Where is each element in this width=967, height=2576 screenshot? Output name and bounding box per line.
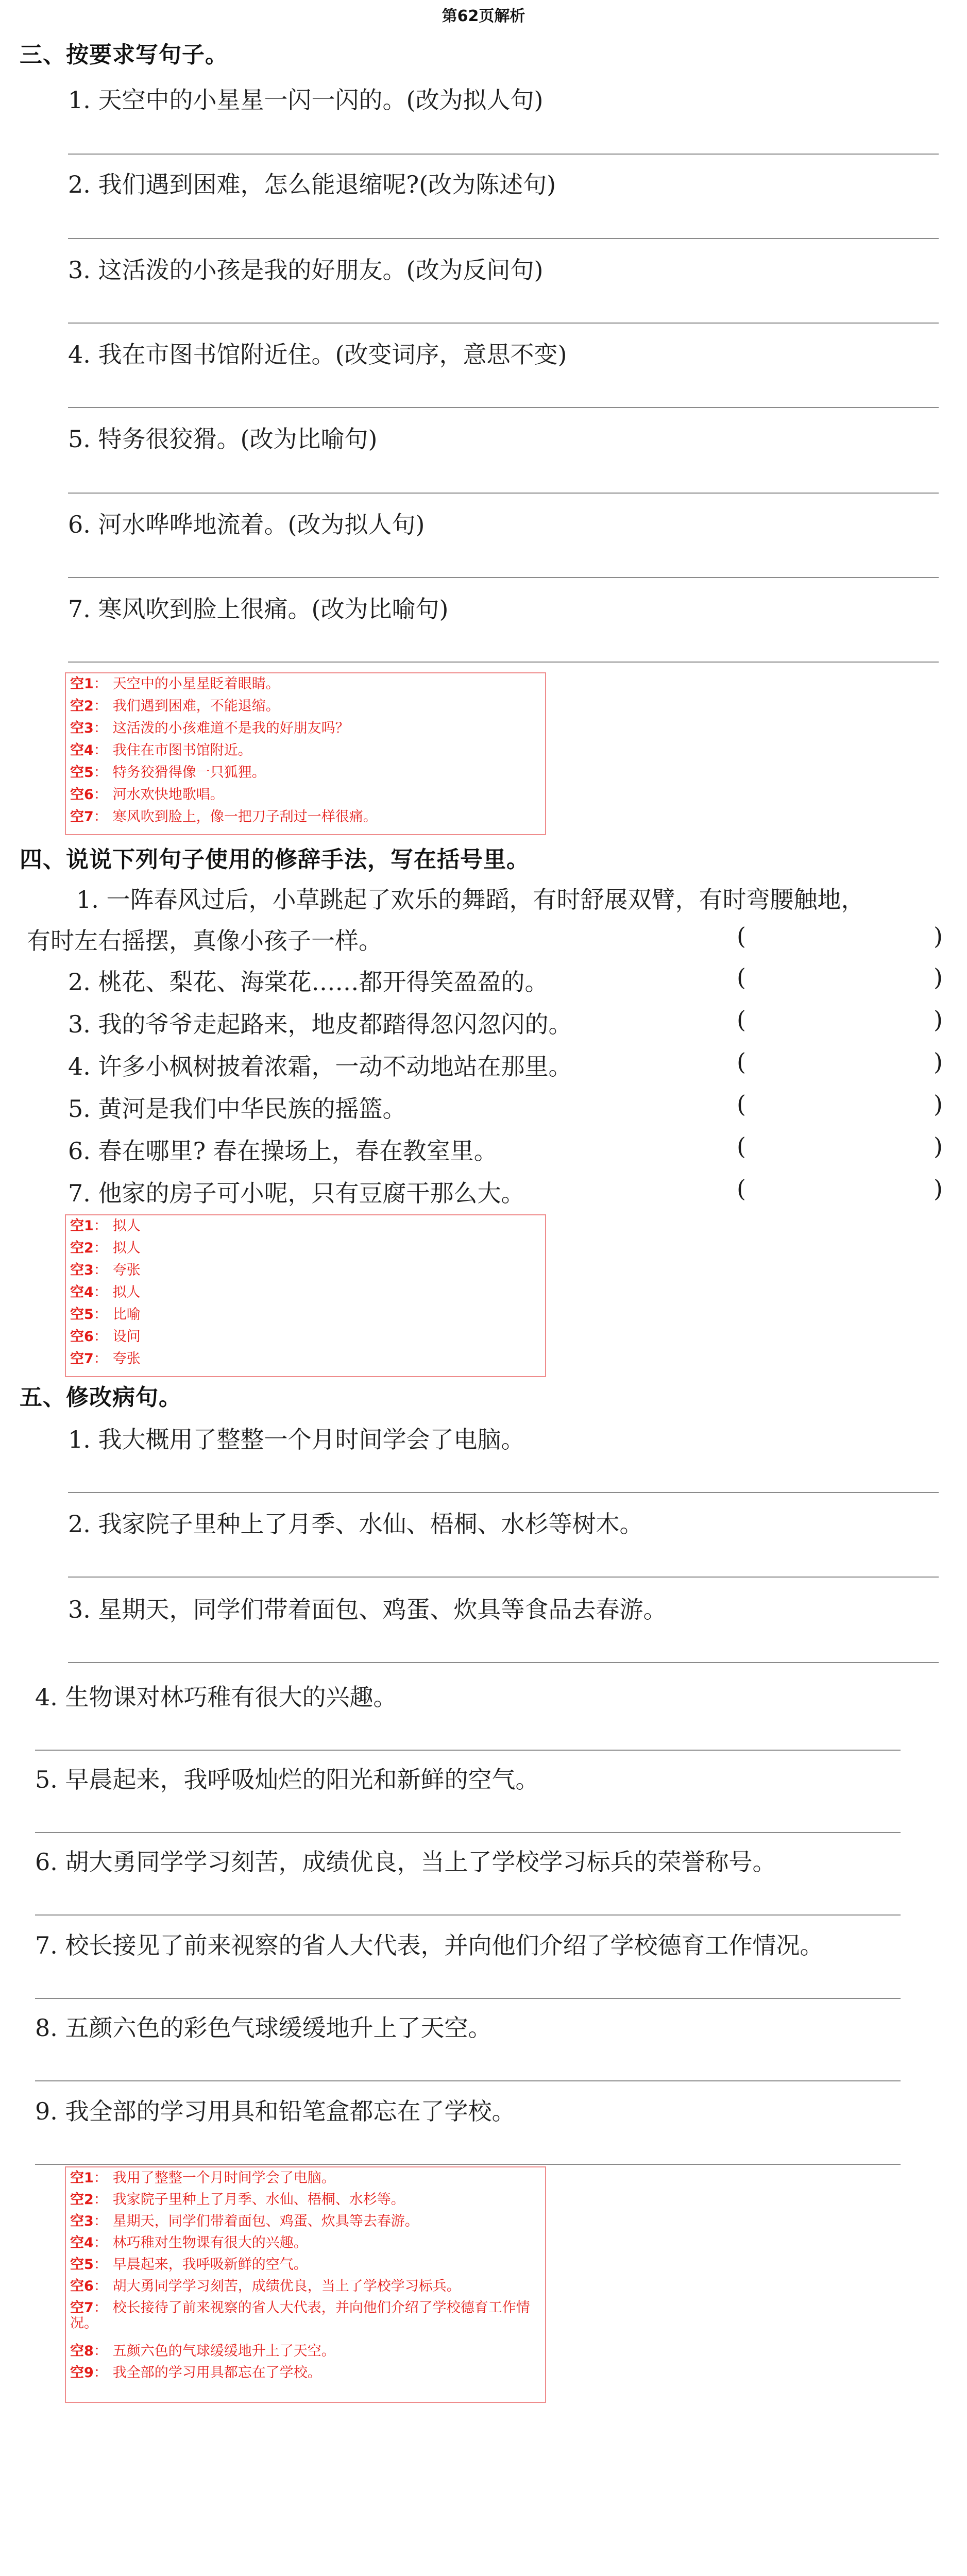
s3-question-7: 7. 寒风吹到脸上很痛。(改为比喻句)	[68, 595, 449, 623]
s5-question-7: 7. 校长接见了前来视察的省人大代表，并向他们介绍了学校德育工作情况。	[35, 1931, 824, 1959]
s3-answer-line-1[interactable]	[68, 154, 939, 155]
answer-row: 空5 ： 特务狡猾得像一只狐狸。	[70, 765, 541, 781]
s5-answer-line-3[interactable]	[68, 1662, 939, 1663]
answer-row: 空9 ： 我全部的学习用具都忘在了学校。	[70, 2365, 541, 2381]
s5-question-3: 3. 星期天，同学们带着面包、鸡蛋、炊具等食品去春游。	[68, 1596, 667, 1623]
answer-row: 空6 ： 河水欢快地歌唱。	[70, 787, 541, 803]
s5-answer-line-6[interactable]	[35, 1914, 901, 1916]
s5-question-2: 2. 我家院子里种上了月季、水仙、梧桐、水杉等树木。	[68, 1510, 643, 1538]
s5-question-1: 1. 我大概用了整整一个月时间学会了电脑。	[68, 1426, 525, 1453]
s3-answer-line-5[interactable]	[68, 493, 939, 494]
s4-question-3: 3. 我的爷爷走起路来，地皮都踏得忽闪忽闪的。	[68, 1010, 572, 1038]
section-5-title: 五、修改病句。	[20, 1384, 182, 1411]
s3-question-4: 4. 我在市图书馆附近住。(改变词序，意思不变)	[68, 341, 567, 368]
s3-question-1: 1. 天空中的小星星一闪一闪的。(改为拟人句)	[68, 86, 544, 114]
s3-question-6: 6. 河水哗哗地流着。(改为拟人句)	[68, 511, 425, 538]
page-title: 第62页解析	[442, 7, 525, 25]
s5-question-5: 5. 早晨起来，我呼吸灿烂的阳光和新鲜的空气。	[35, 1766, 539, 1793]
s3-question-3: 3. 这活泼的小孩是我的好朋友。(改为反问句)	[68, 256, 544, 284]
section-3-answer-box	[65, 672, 546, 835]
answer-row: 空6 ： 胡大勇同学学习刻苦，成绩优良，当上了学校学习标兵。	[70, 2279, 541, 2294]
s5-question-4: 4. 生物课对林巧稚有很大的兴趣。	[35, 1683, 397, 1711]
s4-question-7: 7. 他家的房子可小呢，只有豆腐干那么大。	[68, 1179, 525, 1207]
answer-row: 空6 ： 设问	[70, 1329, 541, 1345]
answer-row: 空5 ： 比喻	[70, 1307, 541, 1323]
section-4-title: 四、说说下列句子使用的修辞手法，写在括号里。	[20, 846, 530, 873]
answer-row: 空3 ： 星期天，同学们带着面包、鸡蛋、炊具等去春游。	[70, 2214, 541, 2229]
section-5-answer-box	[65, 2166, 546, 2403]
s3-answer-line-3[interactable]	[68, 323, 939, 324]
s4-question-6: 6. 春在哪里? 春在操场上，春在教室里。	[68, 1137, 498, 1165]
s5-answer-line-1[interactable]	[68, 1492, 939, 1493]
s5-question-9: 9. 我全部的学习用具和铅笔盒都忘在了学校。	[35, 2097, 516, 2125]
s4-question-2: 2. 桃花、梨花、海棠花……都开得笑盈盈的。	[68, 968, 549, 996]
answer-row: 空4 ： 林巧稚对生物课有很大的兴趣。	[70, 2235, 541, 2251]
answer-row: 空8 ： 五颜六色的气球缓缓地升上了天空。	[70, 2344, 541, 2359]
answer-row: 空7 ： 校长接待了前来视察的省人大代表，并向他们介绍了学校德育工作情况。	[70, 2300, 541, 2331]
s5-answer-line-8[interactable]	[35, 2080, 901, 2081]
s5-question-8: 8. 五颜六色的彩色气球缓缓地升上了天空。	[35, 2014, 492, 2042]
answer-row: 空2 ： 我家院子里种上了月季、水仙、梧桐、水杉等。	[70, 2192, 541, 2208]
answer-row: 空4 ： 我住在市图书馆附近。	[70, 743, 541, 758]
s3-answer-line-2[interactable]	[68, 238, 939, 239]
answer-row: 空2 ： 拟人	[70, 1241, 541, 1256]
s5-answer-line-4[interactable]	[35, 1750, 901, 1751]
section-3-title: 三、按要求写句子。	[20, 42, 228, 68]
answer-row: 空4 ： 拟人	[70, 1285, 541, 1300]
answer-row: 空1 ： 拟人	[70, 1218, 541, 1234]
s5-answer-line-5[interactable]	[35, 1832, 901, 1833]
s4-question-4: 4. 许多小枫树披着浓霜，一动不动地站在那里。	[68, 1053, 572, 1080]
s3-question-5: 5. 特务很狡猾。(改为比喻句)	[68, 425, 378, 453]
answer-row: 空5 ： 早晨起来，我呼吸新鲜的空气。	[70, 2257, 541, 2273]
answer-row: 空7 ： 夸张	[70, 1351, 541, 1367]
answer-row: 空3 ： 夸张	[70, 1263, 541, 1278]
s3-question-2: 2. 我们遇到困难，怎么能退缩呢?(改为陈述句)	[68, 171, 556, 198]
s4-question-1-line-1: 1. 一阵春风过后，小草跳起了欢乐的舞蹈，有时舒展双臂，有时弯腰触地，	[76, 886, 865, 913]
answer-row: 空2 ： 我们遇到困难，不能退缩。	[70, 699, 541, 714]
answer-row: 空1 ： 我用了整整一个月时间学会了电脑。	[70, 2171, 541, 2186]
answer-row: 空7 ： 寒风吹到脸上，像一把刀子刮过一样很痛。	[70, 809, 541, 825]
s5-answer-line-7[interactable]	[35, 1998, 901, 1999]
answer-row: 空3 ： 这活泼的小孩难道不是我的好朋友吗？	[70, 721, 541, 736]
answer-row: 空1 ： 天空中的小星星眨着眼睛。	[70, 676, 541, 692]
s4-question-5: 5. 黄河是我们中华民族的摇篮。	[68, 1095, 406, 1123]
s5-question-6: 6. 胡大勇同学学习刻苦，成绩优良，当上了学校学习标兵的荣誉称号。	[35, 1848, 776, 1876]
s3-answer-line-6[interactable]	[68, 577, 939, 578]
s3-answer-line-7[interactable]	[68, 662, 939, 663]
s5-answer-line-9[interactable]	[35, 2164, 901, 2165]
s5-answer-line-2[interactable]	[68, 1577, 939, 1578]
s3-answer-line-4[interactable]	[68, 407, 939, 408]
section-4-answer-box	[65, 1214, 546, 1377]
s4-question-1-line-2: 有时左右摇摆，真像小孩子一样。	[27, 927, 382, 955]
